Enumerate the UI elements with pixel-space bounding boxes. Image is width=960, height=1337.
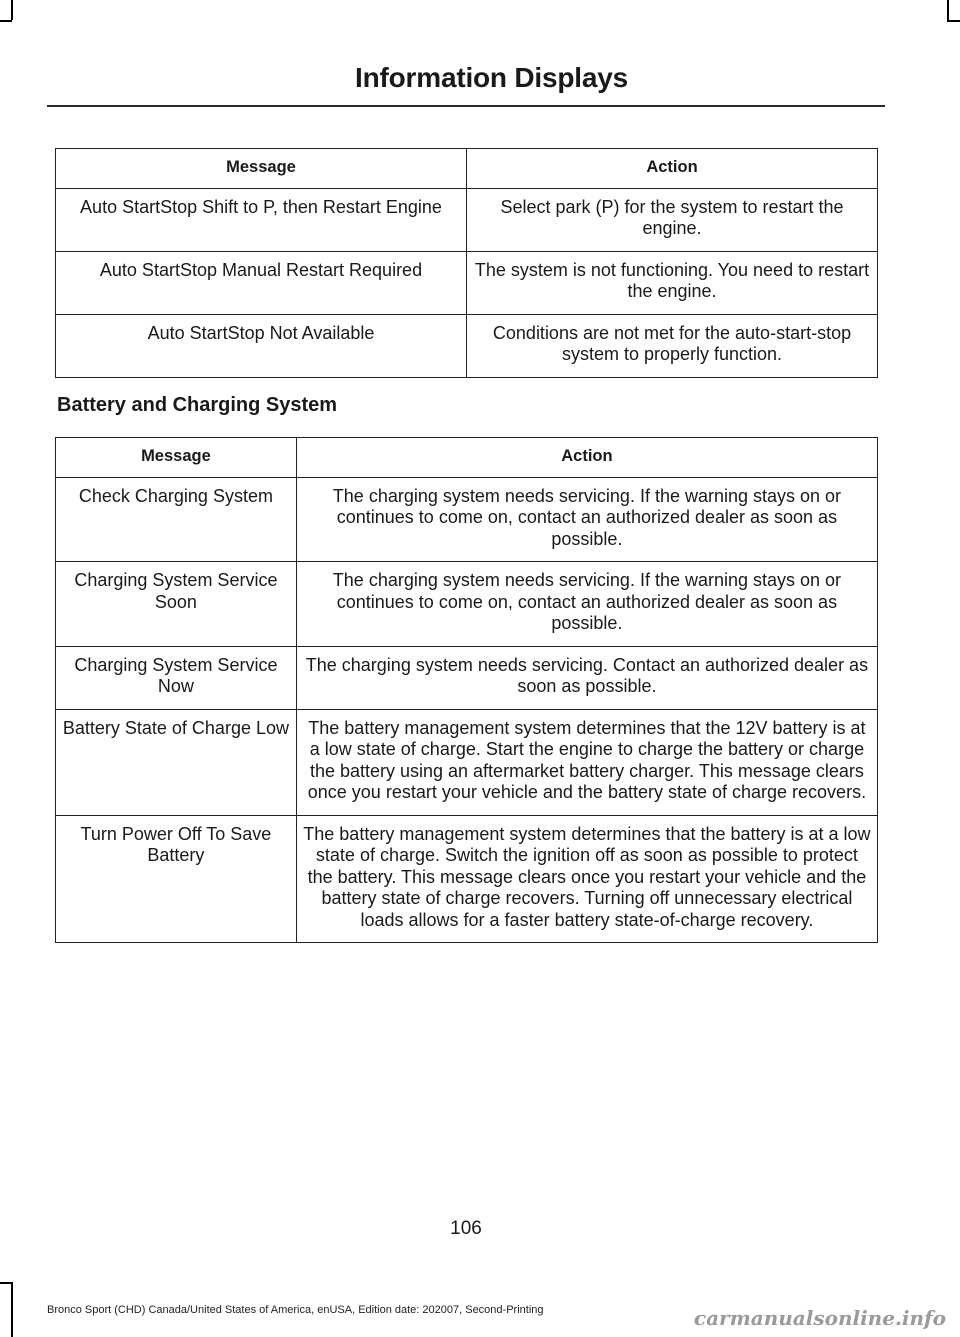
action-cell: Select park (P) for the system to restart the engine. bbox=[467, 188, 878, 251]
message-cell: Check Charging System bbox=[56, 477, 297, 562]
column-header-action: Action bbox=[467, 149, 878, 189]
action-cell: The charging system needs servicing. If the warning stays on or continues to come on, contact an authorized dealer as soon as possible. bbox=[296, 562, 877, 647]
message-cell: Auto StartStop Manual Restart Required bbox=[56, 251, 467, 314]
column-header-message: Message bbox=[56, 438, 297, 478]
crop-mark-bottom-left bbox=[11, 1282, 13, 1337]
table-header-row bbox=[56, 438, 878, 478]
title-divider bbox=[47, 105, 885, 107]
table-row bbox=[56, 646, 878, 709]
message-cell: Charging System Service Now bbox=[56, 646, 297, 709]
column-header-message: Message bbox=[56, 149, 467, 189]
crop-mark-top-left-h bbox=[0, 20, 12, 22]
table-row bbox=[56, 188, 878, 251]
table-row bbox=[56, 251, 878, 314]
action-cell: The battery management system determines that the 12V battery is at a low state of charge. Start the engine to charge the battery or charge the battery using an aftermarket battery charger. This message clears once you restart your vehicle and the battery state of charge recovers. bbox=[296, 709, 877, 815]
page-number: 106 bbox=[450, 1218, 482, 1239]
action-cell: The battery management system determines that the battery is at a low state of charge. Switch the ignition off as soon as possible to protect the battery. This message clears once you restart your vehicle and the battery state of charge recovers. Turning off unnecessary electrical loads allows for a faster battery state-of-charge recovery. bbox=[296, 815, 877, 943]
crop-mark-top-right-h bbox=[947, 20, 960, 22]
page-title: Information Displays bbox=[355, 62, 628, 93]
table-row bbox=[56, 562, 878, 647]
action-cell: The charging system needs servicing. Contact an authorized dealer as soon as possible. bbox=[296, 646, 877, 709]
message-cell: Turn Power Off To Save Battery bbox=[56, 815, 297, 943]
message-cell: Charging System Service Soon bbox=[56, 562, 297, 647]
message-cell: Auto StartStop Not Available bbox=[56, 314, 467, 377]
crop-mark-top-right bbox=[947, 0, 949, 20]
table-row bbox=[56, 709, 878, 815]
crop-mark-bottom-left-h bbox=[0, 1282, 12, 1284]
table-row bbox=[56, 314, 878, 377]
action-cell: The charging system needs servicing. If the warning stays on or continues to come on, contact an authorized dealer as soon as possible. bbox=[296, 477, 877, 562]
watermark: carmanualsonline.info bbox=[693, 1306, 946, 1330]
table-header-row bbox=[56, 149, 878, 189]
message-cell: Auto StartStop Shift to P, then Restart Engine bbox=[56, 188, 467, 251]
table-row bbox=[56, 477, 878, 562]
action-cell: The system is not functioning. You need to restart the engine. bbox=[467, 251, 878, 314]
crop-mark-top-left bbox=[11, 0, 13, 20]
section-heading: Battery and Charging System bbox=[57, 394, 338, 416]
column-header-action: Action bbox=[296, 438, 877, 478]
message-cell: Battery State of Charge Low bbox=[56, 709, 297, 815]
start-stop-messages-table bbox=[55, 148, 878, 378]
battery-charging-messages-table bbox=[55, 437, 878, 943]
footer-edition-info: Bronco Sport (CHD) Canada/United States of America, enUSA, Edition date: 202007, Second-Printing bbox=[47, 1304, 544, 1316]
table-row bbox=[56, 815, 878, 943]
action-cell: Conditions are not met for the auto-start-stop system to properly function. bbox=[467, 314, 878, 377]
